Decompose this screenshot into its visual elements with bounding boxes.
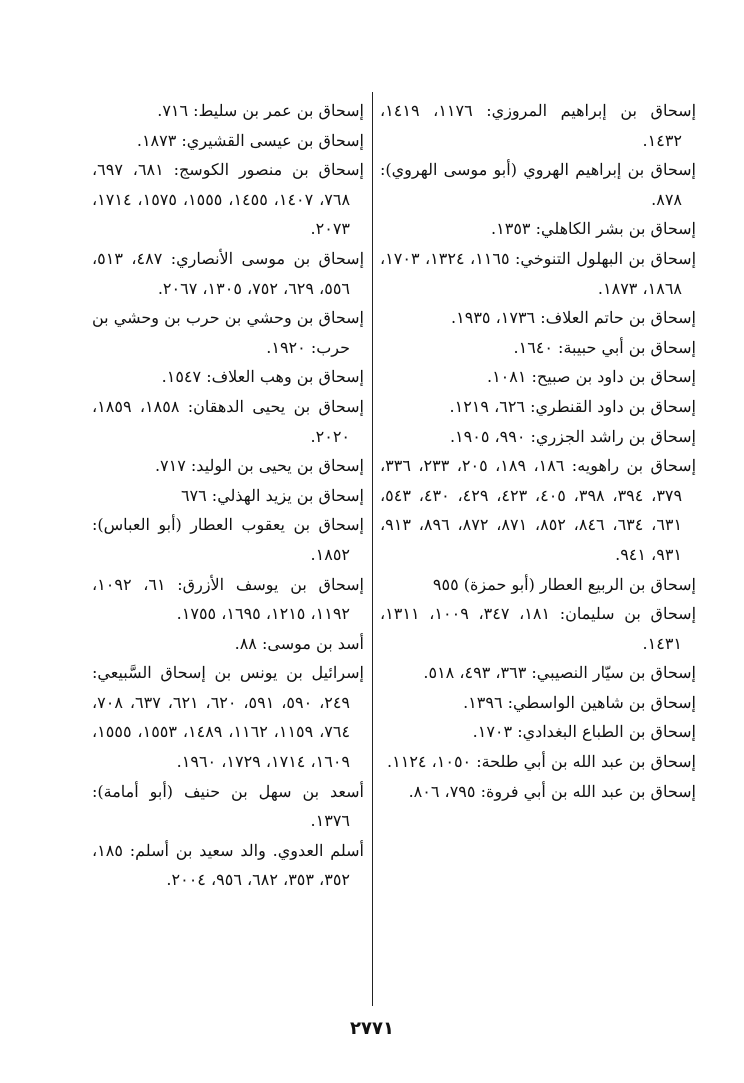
index-entry: إسحاق بن وهب العلاف: ١٥٤٧.: [161, 367, 364, 387]
index-entry: إسحاق بن حاتم العلاف: ١٧٣٦، ١٩٣٥.: [451, 308, 696, 328]
page-number: ٢٧٧١: [350, 1018, 394, 1039]
index-entry: إسحاق بن سيّار النصيبي: ٣٦٣، ٤٩٣، ٥١٨.: [423, 663, 696, 683]
index-column-left: [92, 96, 364, 895]
index-entry: إسحاق بن يعقوب العطار (أبو العباس): ١٨٥٢.: [92, 515, 364, 564]
index-entry: إسحاق بن راهويه: ١٨٦، ١٨٩، ٢٠٥، ٢٣٣، ٣٣٦، ٣٧٩، ٣٩٤، ٣٩٨، ٤٠٥، ٤٢٣، ٤٢٩، ٤٣٠، ٥٤٣، ٦٣١، ٦٣٤، ٨٤٦، ٨٥٢، ٨٧١، ٨٧٢، ٨٩٦، ٩١٣، ٩٣١، ٩٤١.: [380, 456, 697, 564]
index-entry: إسحاق بن عمر بن سليط: ٧١٦.: [157, 101, 364, 120]
index-entry: أسد بن موسى: ٨٨.: [234, 633, 364, 653]
index-entry: إسحاق بن بشر الكاهلي: ١٣٥٣.: [491, 219, 696, 239]
index-entry: إسحاق بن البهلول التنوخي: ١١٦٥، ١٣٢٤، ١٧٠٣، ١٨٦٨، ١٨٧٣.: [380, 248, 697, 298]
column-divider: [372, 92, 373, 1006]
index-entry: إسحاق بن الطباع البغدادي: ١٧٠٣.: [472, 722, 696, 742]
index-entry: إسحاق بن الربيع العطار (أبو حمزة) ٩٥٥: [432, 574, 696, 594]
index-entry: إسحاق بن يزيد الهذلي: ٦٧٦: [180, 485, 364, 505]
index-entry: إسحاق بن وحشي بن حرب بن وحشي بن حرب: ١٩٢٠.: [92, 308, 364, 357]
index-entry: إسحاق بن عبد الله بن أبي فروة: ٧٩٥، ٨٠٦.: [408, 781, 696, 801]
index-entry: إسحاق بن يوسف الأزرق: ٦١، ١٠٩٢، ١١٩٢، ١٢١٥، ١٦٩٥، ١٧٥٥.: [92, 574, 364, 624]
index-entry: إسحاق بن يحيى بن الوليد: ٧١٧.: [154, 456, 364, 476]
index-entry: إسحاق بن إبراهيم المروزي: ١١٧٦، ١٤١٩، ١٤٣٢.: [380, 101, 697, 150]
index-entry: إسحاق بن إبراهيم الهروي (أبو موسى الهروي): ٨٧٨.: [380, 160, 696, 209]
index-entry: إسحاق بن راشد الجزري: ٩٩٠، ١٩٠٥.: [449, 426, 696, 446]
index-entry: إسحاق بن داود القنطري: ٦٢٦، ١٢١٩.: [449, 396, 696, 416]
index-entry: إسحاق بن أبي حبيبة: ١٦٤٠.: [513, 337, 696, 357]
index-column-right: [380, 96, 696, 806]
index-entry: إسحاق بن منصور الكوسج: ٦٨١، ٦٩٧، ٧٦٨، ١٤٠٧، ١٤٥٥، ١٥٥٥، ١٥٧٥، ١٧١٤، ٢٠٧٣.: [92, 160, 364, 239]
index-entry: إسحاق بن يحيى الدهقان: ١٨٥٨، ١٨٥٩، ٢٠٢٠.: [92, 396, 364, 446]
index-entry: إسحاق بن سليمان: ١٨١، ٣٤٧، ١٠٠٩، ١٣١١، ١٤٣١.: [380, 604, 697, 653]
index-entry: إسحاق بن عبد الله بن أبي طلحة: ١٠٥٠، ١١٢٤.: [387, 752, 696, 772]
index-entry: أسعد بن سهل بن حنيف (أبو أمامة): ١٣٧٦.: [92, 781, 364, 831]
index-entry: أسلم العدوي. والد سعيد بن أسلم: ١٨٥، ٣٥٢، ٣٥٣، ٦٨٢، ٩٥٦، ٢٠٠٤.: [92, 840, 364, 890]
index-entry: إسحاق بن داود بن صبيح: ١٠٨١.: [486, 367, 696, 387]
index-entry: إسحاق بن شاهين الواسطي: ١٣٩٦.: [463, 692, 696, 712]
index-entry: إسحاق بن موسى الأنصاري: ٤٨٧، ٥١٣، ٥٥٦، ٦٢٩، ٧٥٢، ١٣٠٥، ٢٠٦٧.: [92, 248, 365, 298]
index-entry: إسرائيل بن يونس بن إسحاق السَّبيعي: ٢٤٩، ٥٩٠، ٥٩١، ٦٢٠، ٦٢١، ٦٣٧، ٧٠٨، ٧٦٤، ١١٥٩، ١١٦٢، ١٤٨٩، ١٥٥٣، ١٥٥٥، ١٦٠٩، ١٧١٤، ١٧٢٩، ١٩٦٠.: [92, 663, 364, 772]
index-entry: إسحاق بن عيسى القشيري: ١٨٧٣.: [136, 130, 364, 150]
